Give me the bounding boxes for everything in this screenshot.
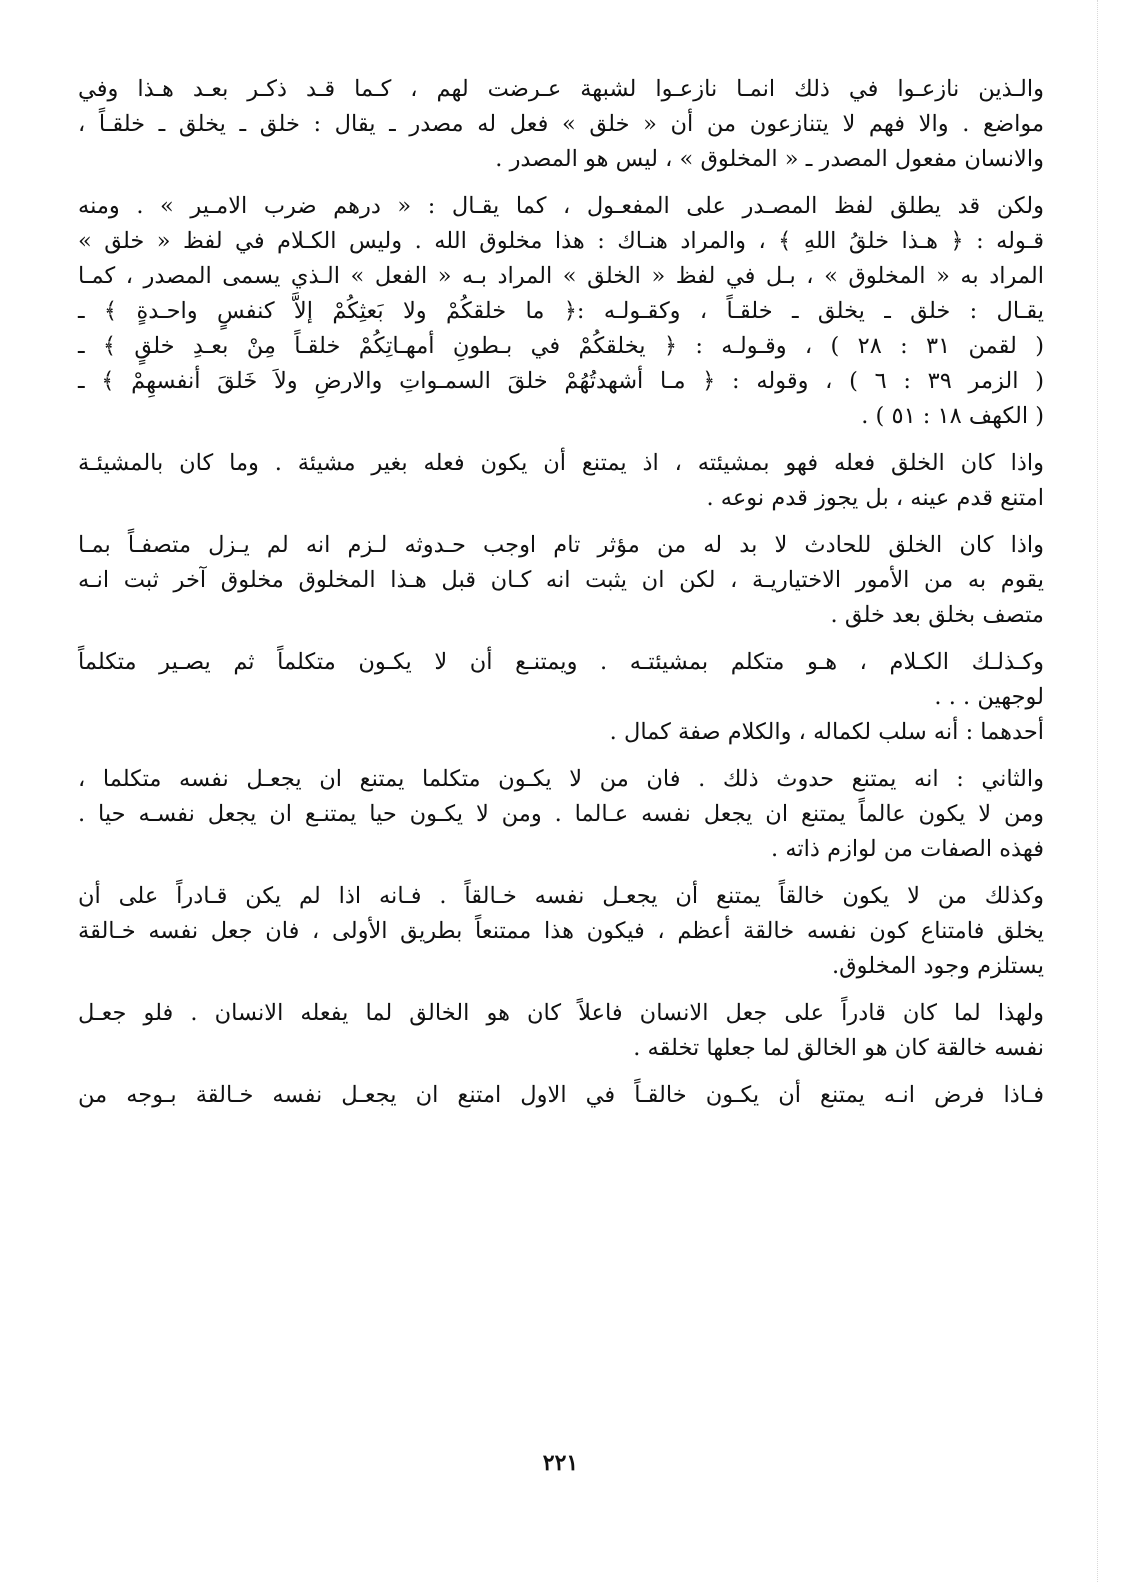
text-line: متصف بخلق بعد خلق . — [830, 602, 1044, 628]
text-line: ( الكهف ١٨ : ٥١ ) . — [861, 403, 1044, 429]
text-line: وكذلك من لا يكون خالقاً يمتنع أن يجعـل نفسه خـالقاً . فـانه اذا لم يكن قـادراً على أن — [78, 883, 1044, 909]
text-line: ( الزمر ٣٩ : ٦ ) ، وقوله : ﴿ مـا أشهدتُهُمْ خلقَ السمـواتِ والارضِ ولاَ خَلقَ أنفسهِمْ ﴾ ـ — [78, 368, 1044, 394]
paragraph-2 — [78, 189, 1044, 434]
text-line: قـوله : ﴿ هـذا خلقُ اللهِ ﴾ ، والمراد هنـاك : هذا مخلوق الله . وليس الكـلام في لفظ « خلق » — [78, 228, 1044, 254]
text-line: والانسان مفعول المصدر ـ « المخلوق » ، ليس هو المصدر . — [495, 146, 1044, 172]
text-line: يقوم به من الأمور الاختياريـة ، لكن ان يثبت انه كـان قبل هـذا المخلوق مخلوق آخر ثبت انـه — [78, 567, 1044, 593]
paragraph-3 — [78, 446, 1044, 516]
paragraph-4 — [78, 528, 1044, 633]
paragraph-10 — [78, 1078, 1044, 1113]
text-line: واذا كان الخلق فعله فهو بمشيئته ، اذ يمتنع أن يكون فعله بغير مشيئة . وما كان بالمشيئـة — [78, 450, 1044, 476]
text-line: يخلق فامتناع كون نفسه خالقة أعظم ، فيكون هذا ممتنعاً بطريق الأولى ، فان جعل نفسه خـالقة — [78, 918, 1044, 944]
text-line: مواضع . والا فهم لا يتنازعون من أن « خلق » فعل له مصدر ـ يقال : خلق ـ يخلق ـ خلقـاً ، — [78, 111, 1044, 137]
text-line: والـذين نازعـوا في ذلك انمـا نازعـوا لشبهة عـرضت لهم ، كـما قـد ذكـر بعـد هـذا وفي — [78, 76, 1044, 102]
text-line: يستلزم وجود المخلوق. — [832, 953, 1044, 979]
text-line: يقـال : خلق ـ يخلق ـ خلقـاً ، وكقـولـه :﴿ ما خلقكُمْ ولا بَعثِكُمْ إلاَّ كنفسٍ واحـدةٍ ﴾ ـ — [78, 298, 1044, 324]
text-line: ( لقمن ٣١ : ٢٨ ) ، وقـولـه : ﴿ يخلقكُمْ في بـطونِ أمهـاتِكُمْ خلقـاً مِنْ بعـدِ خلقٍ ﴾ ـ — [78, 333, 1044, 359]
paragraph-9 — [78, 996, 1044, 1066]
text-line: وكـذلـك الكـلام ، هـو متكلم بمشيئتـه . ويمتنـع أن لا يكـون متكلماً ثم يصـير متكلماً — [78, 649, 1044, 675]
text-line: والثاني : انه يمتنع حدوث ذلك . فان من لا يكـون متكلما يمتنع ان يجعـل نفسه متكلما ، — [78, 766, 1044, 792]
text-line: المراد به « المخلوق » ، بـل في لفظ « الخلق » المراد بـه « الفعل » الـذي يسمى المصدر ، كمـا — [78, 263, 1044, 289]
paragraph-7 — [78, 762, 1044, 867]
paragraph-1 — [78, 72, 1044, 177]
text-line: ومن لا يكون عالماً يمتنع ان يجعل نفسه عـالما . ومن لا يكـون حيا يمتنـع ان يجعل نفسـه حيا . — [78, 801, 1044, 827]
text-line: امتنع قدم عينه ، بل يجوز قدم نوعه . — [706, 485, 1044, 511]
text-line: أحدهما : أنه سلب لكماله ، والكلام صفة كمال . — [609, 719, 1044, 745]
text-line: ولهذا لما كان قادراً على جعل الانسان فاعلاً كان هو الخالق لما يفعله الانسان . فلو جعـل — [78, 1000, 1044, 1026]
text-line: فهذه الصفات من لوازم ذاته . — [771, 836, 1044, 862]
text-line: لوجهين . . . — [934, 684, 1044, 710]
page-number: ٢٢١ — [542, 1450, 579, 1476]
scan-edge-divider — [1097, 0, 1099, 1582]
paragraph-5 — [78, 645, 1044, 715]
text-line: واذا كان الخلق للحادث لا بد له من مؤثر تام اوجب حـدوثه لـزم انه لم يـزل متصفـاً بمـا — [78, 532, 1044, 558]
text-line: ولكن قد يطلق لفظ المصـدر على المفعـول ، كما يقـال : « درهم ضرب الامـير » . ومنه — [78, 193, 1044, 219]
text-line: نفسه خالقة كان هو الخالق لما جعلها تخلقه . — [633, 1035, 1044, 1061]
paragraph-8 — [78, 879, 1044, 984]
text-line: فـاذا فرض انـه يمتنع أن يكـون خالقـاً في الاول امتنع ان يجعـل نفسه خـالقة بـوجه من — [78, 1082, 1044, 1108]
paragraph-6 — [78, 715, 1044, 750]
page-body — [78, 72, 1044, 1125]
